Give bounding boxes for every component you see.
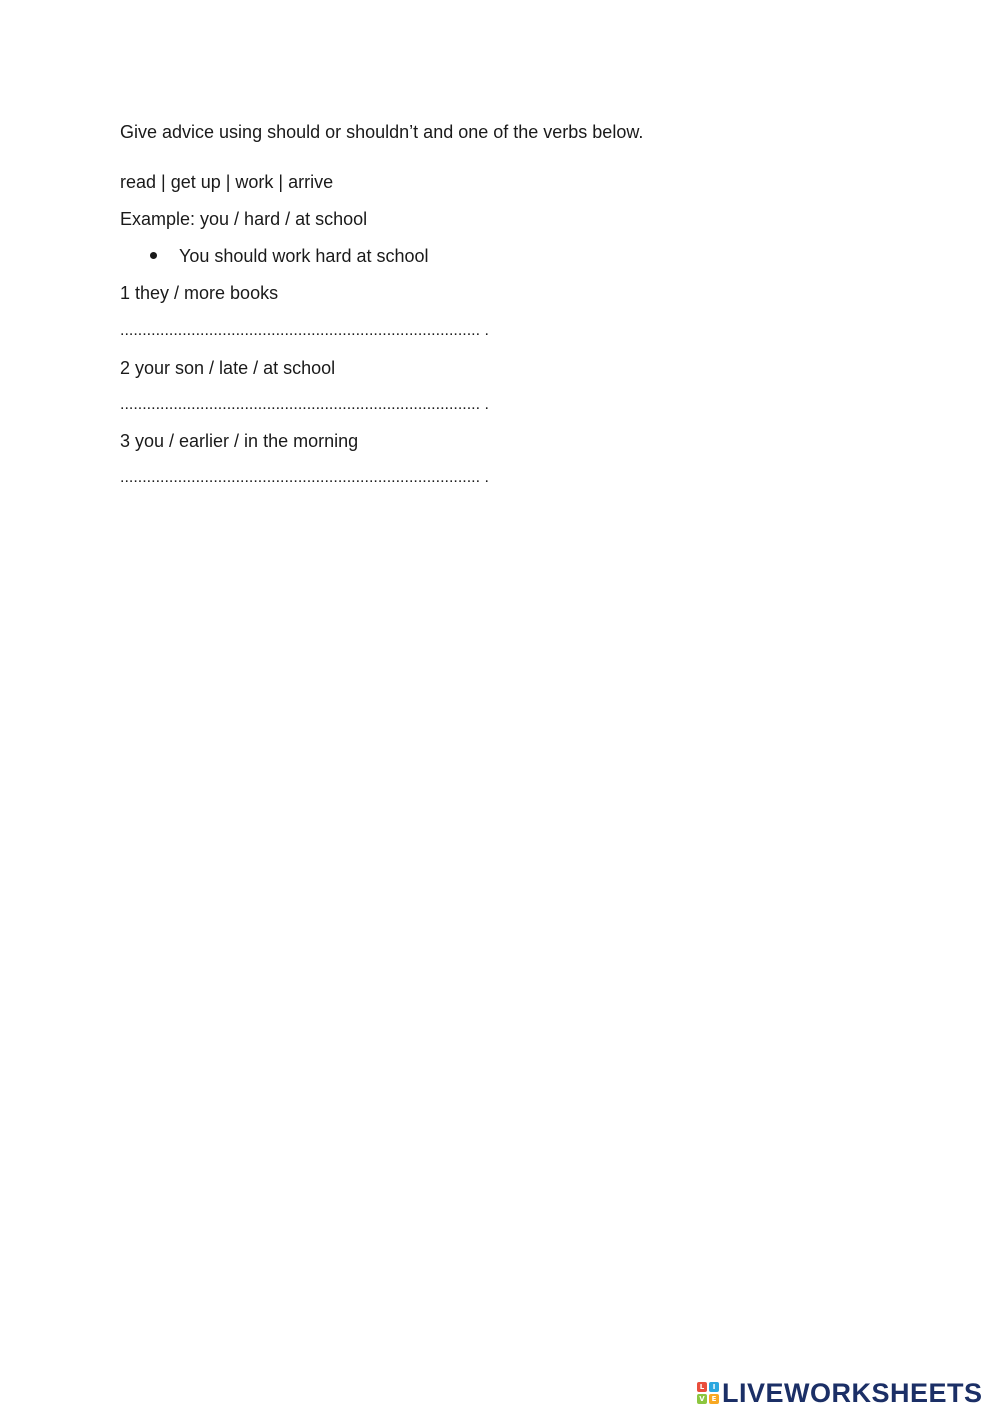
verb-bank: read | get up | work | arrive <box>120 172 334 192</box>
logo-mark-letter: V <box>697 1394 707 1404</box>
item-2-answer-field[interactable]: ................................................................................. . <box>120 396 489 413</box>
item-1-answer-field[interactable]: ................................................................................. . <box>120 322 489 339</box>
logo-text: LIVEWORKSHEETS <box>722 1378 983 1408</box>
example-answer-text: You should work hard at school <box>179 246 429 266</box>
logo-mark-letter: L <box>697 1382 707 1392</box>
bullet-icon <box>150 252 157 259</box>
item-1-prompt: 1 they / more books <box>120 283 279 303</box>
logo-mark-letter: E <box>709 1394 719 1404</box>
liveworksheets-logo <box>697 1380 983 1406</box>
instructions-text: Give advice using should or shouldn’t and one of the verbs below. <box>120 122 644 142</box>
logo-mark-letter: I <box>709 1382 719 1392</box>
item-3-prompt: 3 you / earlier / in the morning <box>120 431 359 451</box>
logo-mark-icon <box>697 1382 719 1404</box>
item-3-answer-field[interactable]: ................................................................................. . <box>120 469 489 486</box>
example-answer <box>150 245 429 267</box>
example-prompt: Example: you / hard / at school <box>120 209 368 229</box>
item-2-prompt: 2 your son / late / at school <box>120 358 336 378</box>
